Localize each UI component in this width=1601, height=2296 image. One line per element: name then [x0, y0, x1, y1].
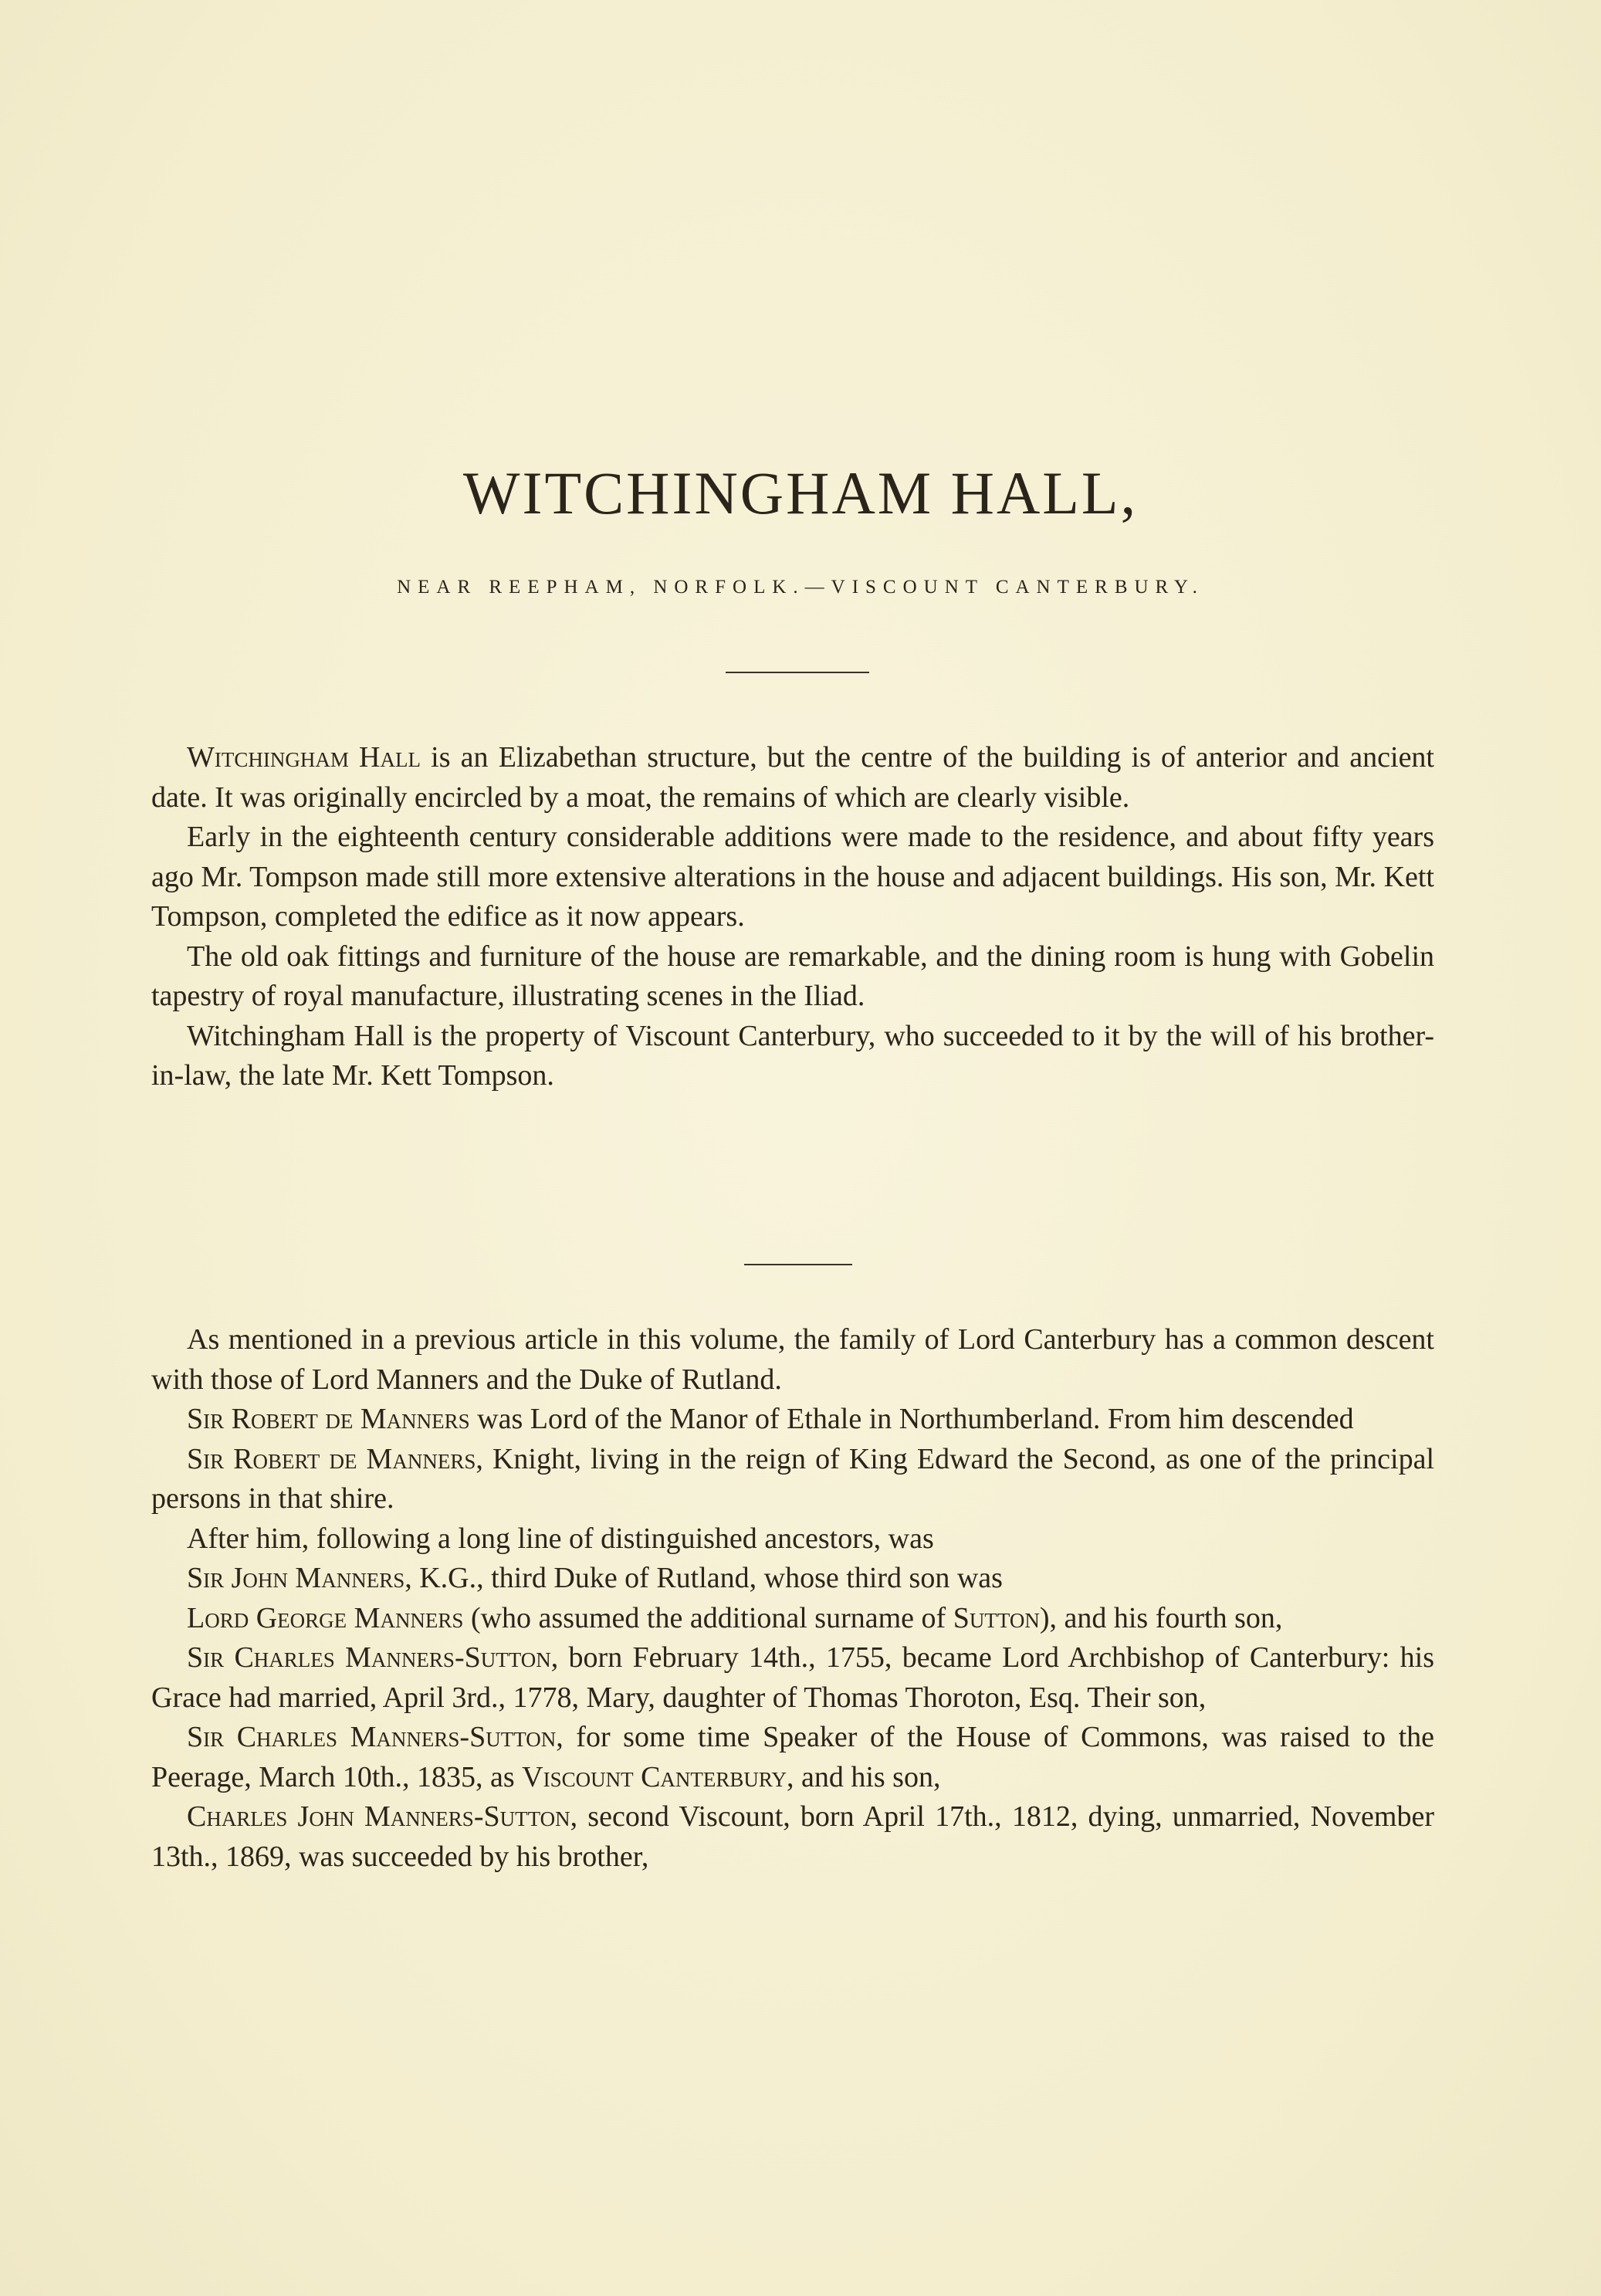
person-name: Sir Charles Manners-Sutton [187, 1721, 557, 1753]
person-name: Sir Robert de Manners [187, 1403, 470, 1435]
paragraph [151, 1797, 1434, 1877]
paragraph-text: is an Elizabethan structure, but the centre of the building is of anterior and ancient date. It was originally encircled by a moat, the remains of which are clearly visible. [151, 741, 1434, 814]
paragraph: After him, following a long line of distinguished ancestors, was [187, 1522, 934, 1555]
title-name: Viscount Canterbury [522, 1760, 787, 1793]
paragraph-text: , K.G., third Duke of Rutland, whose third son was [404, 1562, 1003, 1594]
small-caps-lead: Witchingham Hall [187, 741, 421, 774]
paragraph-text: ), and his fourth son, [1039, 1601, 1283, 1634]
paragraph-text: , second Viscount, born April 17th., 1812, dying, unmarried, November 13th., 1869, was succeeded by his brother, [151, 1800, 1434, 1873]
person-name: Sutton [953, 1601, 1040, 1634]
person-name: Sir Charles Manners-Sutton [187, 1641, 551, 1674]
paragraph [151, 1400, 1434, 1440]
description-section [151, 738, 1434, 1096]
person-name: Sir John Manners [187, 1562, 405, 1594]
paragraph [151, 1638, 1434, 1718]
genealogy-section [151, 1320, 1434, 1877]
paragraph-text: , born February 14th., 1755, became Lord Archbishop of Canterbury: his Grace had married, April 3rd., 1778, Mary, daughter of Thomas Thoroton, Esq. Their son, [151, 1641, 1434, 1714]
divider-rule [726, 672, 869, 673]
page-subtitle: NEAR REEPHAM, NORFOLK.—VISCOUNT CANTERBURY. [397, 577, 1204, 598]
person-name: Charles John Manners-Sutton [187, 1800, 570, 1833]
paragraph: The old oak fittings and furniture of the house are remarkable, and the dining room is hung with Gobelin tapestry of royal manufacture, illustrating scenes in the Iliad. [151, 940, 1434, 1012]
paragraph-text: , and his son, [786, 1760, 941, 1793]
paragraph [151, 738, 1434, 818]
paragraph-text: (who assumed the additional surname of [463, 1601, 953, 1634]
paragraph-text: , Knight, living in the reign of King Edward the Second, as one of the principal persons in that shire. [151, 1442, 1434, 1515]
person-name: Sir Robert de Manners [187, 1442, 476, 1475]
person-name: Lord George Manners [187, 1601, 464, 1634]
paragraph: As mentioned in a previous article in this volume, the family of Lord Canterbury has a common descent with those of Lord Manners and the Duke of Rutland. [151, 1323, 1434, 1396]
paragraph: Early in the eighteenth century considerable additions were made to the residence, and about fifty years ago Mr. Tompson made still more extensive alterations in the house and adjacent buildings. His son, Mr. Kett Tompson, completed the edifice as it now appears. [151, 821, 1434, 933]
paragraph [151, 1718, 1434, 1797]
divider-rule [744, 1264, 852, 1265]
paragraph [151, 1559, 1434, 1599]
paragraph-text: , for some time Speaker of the House of Commons, was raised to the Peerage, March 10th., 1835, as [151, 1721, 1434, 1793]
paragraph [151, 1599, 1434, 1639]
paragraph: Witchingham Hall is the property of Viscount Canterbury, who succeeded to it by the will of his brother-in-law, the late Mr. Kett Tompson. [151, 1019, 1434, 1092]
page-title: WITCHINGHAM HALL, [462, 459, 1139, 527]
paragraph [151, 1440, 1434, 1519]
paragraph-text: was Lord of the Manor of Ethale in Northumberland. From him descended [469, 1403, 1354, 1435]
